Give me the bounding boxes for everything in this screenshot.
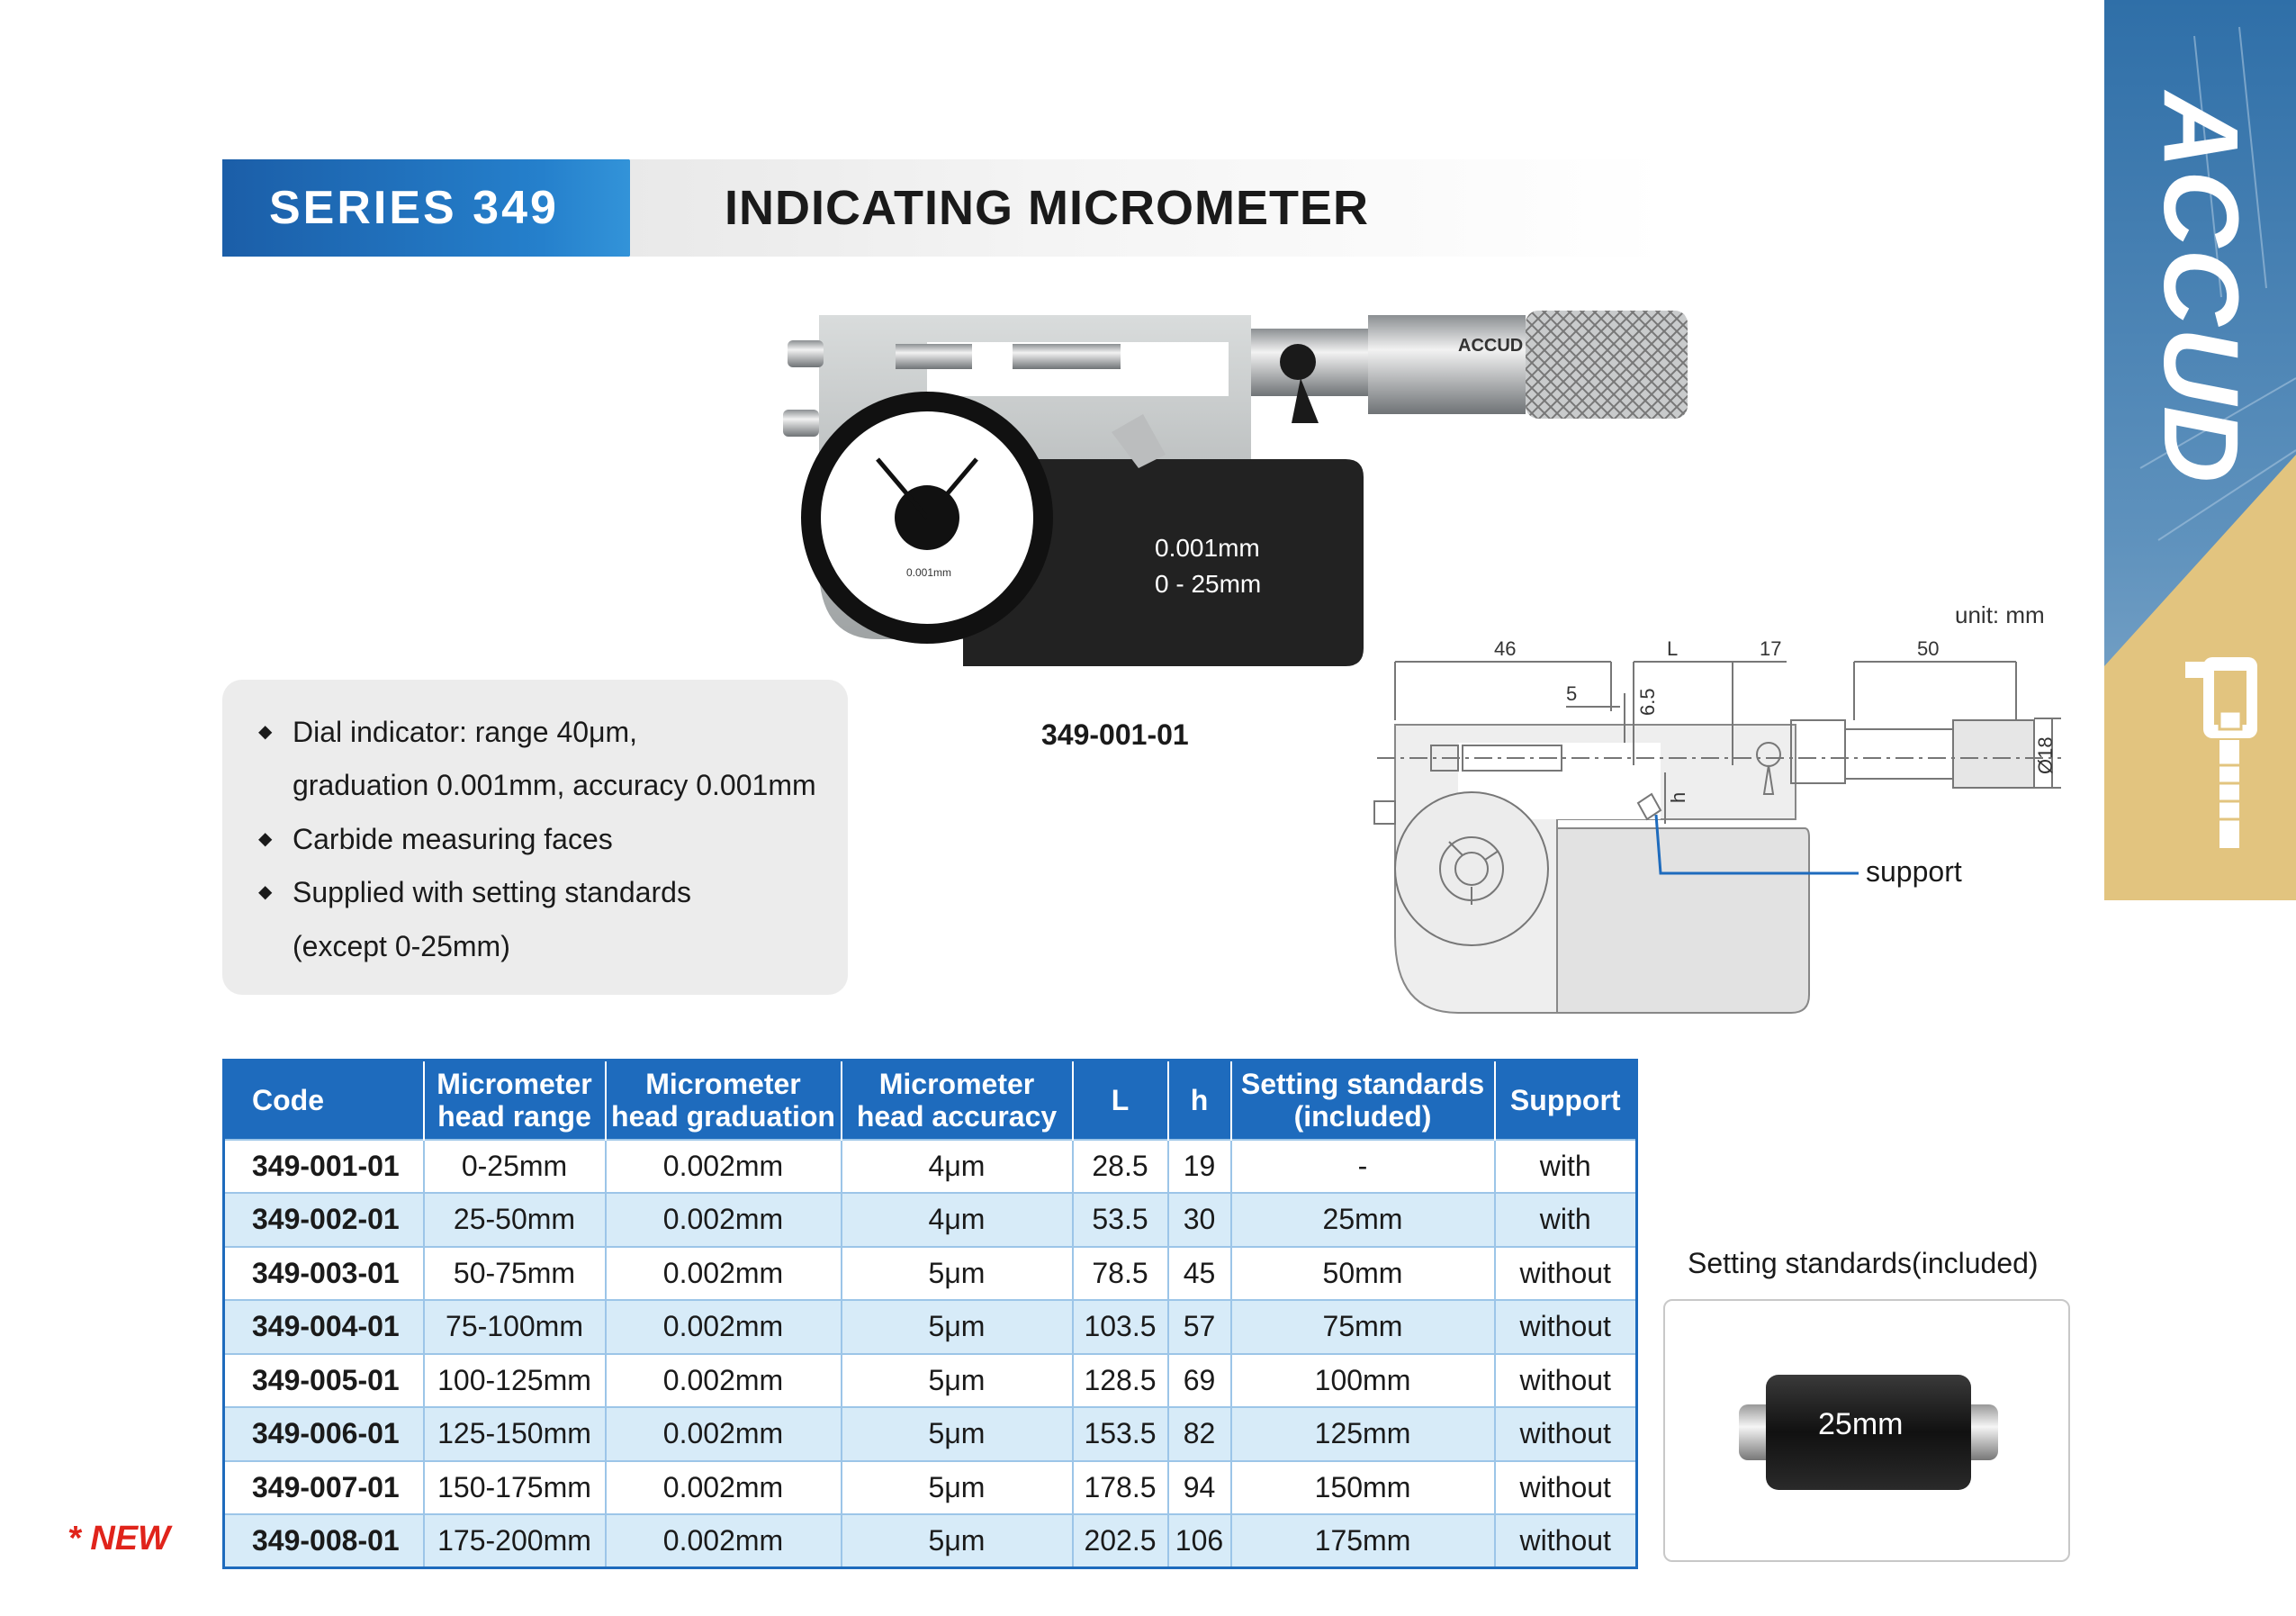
table-row: [224, 1354, 1637, 1408]
cell-standard: 125mm: [1231, 1407, 1495, 1461]
cell-range: 150-175mm: [424, 1461, 606, 1515]
cell-range: 100-125mm: [424, 1354, 606, 1408]
col-header-range: Micrometer head range: [424, 1061, 606, 1140]
col-header-h: h: [1168, 1061, 1231, 1140]
setting-standard-value: 25mm: [1818, 1407, 1904, 1441]
col-header-graduation: Micrometer head graduation: [606, 1061, 842, 1140]
unit-label: unit: mm: [1955, 601, 2045, 628]
cell-accuracy: 5μm: [842, 1407, 1073, 1461]
cell-range: 175-200mm: [424, 1514, 606, 1568]
series-label: SERIES 349: [269, 182, 559, 234]
spec-table: [222, 1059, 1638, 1569]
cell-support: without: [1495, 1461, 1637, 1515]
cell-graduation: 0.002mm: [606, 1193, 842, 1247]
brand-logo: [2111, 91, 2291, 485]
cell-accuracy: 4μm: [842, 1140, 1073, 1194]
dim-diameter: Ø18: [2034, 736, 2057, 774]
cell-support: with: [1495, 1193, 1637, 1247]
cell-range: 25-50mm: [424, 1193, 606, 1247]
dim-h: h: [1667, 791, 1689, 803]
cell-standard: 50mm: [1231, 1247, 1495, 1301]
cell-L: 53.5: [1073, 1193, 1168, 1247]
col-header-accuracy: Micrometer head accuracy: [842, 1061, 1073, 1140]
cell-L: 202.5: [1073, 1514, 1168, 1568]
col-header-standards: Setting standards (included): [1231, 1061, 1495, 1140]
cell-accuracy: 5μm: [842, 1300, 1073, 1354]
table-row: [224, 1247, 1637, 1301]
cell-h: 30: [1168, 1193, 1231, 1247]
page-title: INDICATING MICROMETER: [725, 181, 1369, 235]
dim-5: 5: [1566, 682, 1578, 705]
cell-code: 349-001-01: [224, 1140, 424, 1194]
cell-standard: 25mm: [1231, 1193, 1495, 1247]
cell-range: 50-75mm: [424, 1247, 606, 1301]
cell-L: 103.5: [1073, 1300, 1168, 1354]
cell-support: without: [1495, 1247, 1637, 1301]
table-row: [224, 1461, 1637, 1515]
cell-standard: -: [1231, 1140, 1495, 1194]
diamond-bullet-icon: ◆: [258, 722, 273, 742]
cell-standard: 100mm: [1231, 1354, 1495, 1408]
diamond-bullet-icon: ◆: [258, 882, 273, 902]
setting-standards-title: Setting standards(included): [1688, 1247, 2039, 1279]
dim-46: 46: [1494, 637, 1517, 660]
cell-support: without: [1495, 1300, 1637, 1354]
cell-support: without: [1495, 1514, 1637, 1568]
cell-h: 69: [1168, 1354, 1231, 1408]
cell-graduation: 0.002mm: [606, 1300, 842, 1354]
product-code-caption: 349-001-01: [1041, 718, 1189, 751]
cell-h: 82: [1168, 1407, 1231, 1461]
col-header-code: Code: [224, 1061, 424, 1140]
dim-17: 17: [1760, 637, 1782, 660]
dim-L: L: [1667, 637, 1679, 660]
cell-graduation: 0.002mm: [606, 1514, 842, 1568]
cell-code: 349-005-01: [224, 1354, 424, 1408]
cell-L: 78.5: [1073, 1247, 1168, 1301]
body-range-text: 0 - 25mm: [1155, 570, 1262, 598]
cell-code: 349-007-01: [224, 1461, 424, 1515]
cell-code: 349-004-01: [224, 1300, 424, 1354]
technical-drawing: [1350, 594, 2070, 1026]
cell-standard: 75mm: [1231, 1300, 1495, 1354]
dial-label: 0.001mm: [906, 566, 952, 579]
cell-standard: 175mm: [1231, 1514, 1495, 1568]
cell-h: 57: [1168, 1300, 1231, 1354]
cell-range: 75-100mm: [424, 1300, 606, 1354]
features-box: ◆ Dial indicator: range 40μm, graduation 0.001mm, accuracy 0.001mm ◆ Carbide measuring faces ◆ Supplied with setting standards (except 0-25mm): [222, 680, 848, 995]
cell-code: 349-002-01: [224, 1193, 424, 1247]
cell-L: 28.5: [1073, 1140, 1168, 1194]
body-resolution-text: 0.001mm: [1155, 534, 1260, 562]
table-header-row: [224, 1061, 1637, 1140]
cell-graduation: 0.002mm: [606, 1140, 842, 1194]
cell-graduation: 0.002mm: [606, 1461, 842, 1515]
cell-accuracy: 5μm: [842, 1354, 1073, 1408]
cell-L: 128.5: [1073, 1354, 1168, 1408]
new-badge: * NEW: [68, 1520, 170, 1557]
thimble-brand-text: ACCUD: [1458, 336, 1524, 356]
cell-code: 349-008-01: [224, 1514, 424, 1568]
cell-L: 178.5: [1073, 1461, 1168, 1515]
dim-50: 50: [1917, 637, 1940, 660]
cell-h: 19: [1168, 1140, 1231, 1194]
cell-h: 94: [1168, 1461, 1231, 1515]
series-banner: [222, 159, 690, 257]
cell-range: 125-150mm: [424, 1407, 606, 1461]
table-row: [224, 1193, 1637, 1247]
cell-support: without: [1495, 1354, 1637, 1408]
support-label: support: [1866, 855, 1962, 888]
cell-graduation: 0.002mm: [606, 1407, 842, 1461]
cell-support: with: [1495, 1140, 1637, 1194]
table-row: [224, 1407, 1637, 1461]
cell-range: 0-25mm: [424, 1140, 606, 1194]
cell-accuracy: 5μm: [842, 1247, 1073, 1301]
cell-standard: 150mm: [1231, 1461, 1495, 1515]
diamond-bullet-icon: ◆: [258, 829, 273, 849]
cell-code: 349-003-01: [224, 1247, 424, 1301]
col-header-support: Support: [1495, 1061, 1637, 1140]
cell-code: 349-006-01: [224, 1407, 424, 1461]
col-header-L: L: [1073, 1061, 1168, 1140]
cell-graduation: 0.002mm: [606, 1354, 842, 1408]
cell-accuracy: 4μm: [842, 1193, 1073, 1247]
cell-accuracy: 5μm: [842, 1461, 1073, 1515]
cell-L: 153.5: [1073, 1407, 1168, 1461]
dim-6-5: 6.5: [1636, 688, 1659, 716]
cell-h: 45: [1168, 1247, 1231, 1301]
table-row: [224, 1300, 1637, 1354]
cell-accuracy: 5μm: [842, 1514, 1073, 1568]
brand-logo-text: ACCUD: [2141, 91, 2260, 485]
cell-graduation: 0.002mm: [606, 1247, 842, 1301]
cell-h: 106: [1168, 1514, 1231, 1568]
table-row: [224, 1140, 1637, 1194]
setting-standards-image: [1663, 1299, 2070, 1562]
table-row: [224, 1514, 1637, 1568]
cell-support: without: [1495, 1407, 1637, 1461]
